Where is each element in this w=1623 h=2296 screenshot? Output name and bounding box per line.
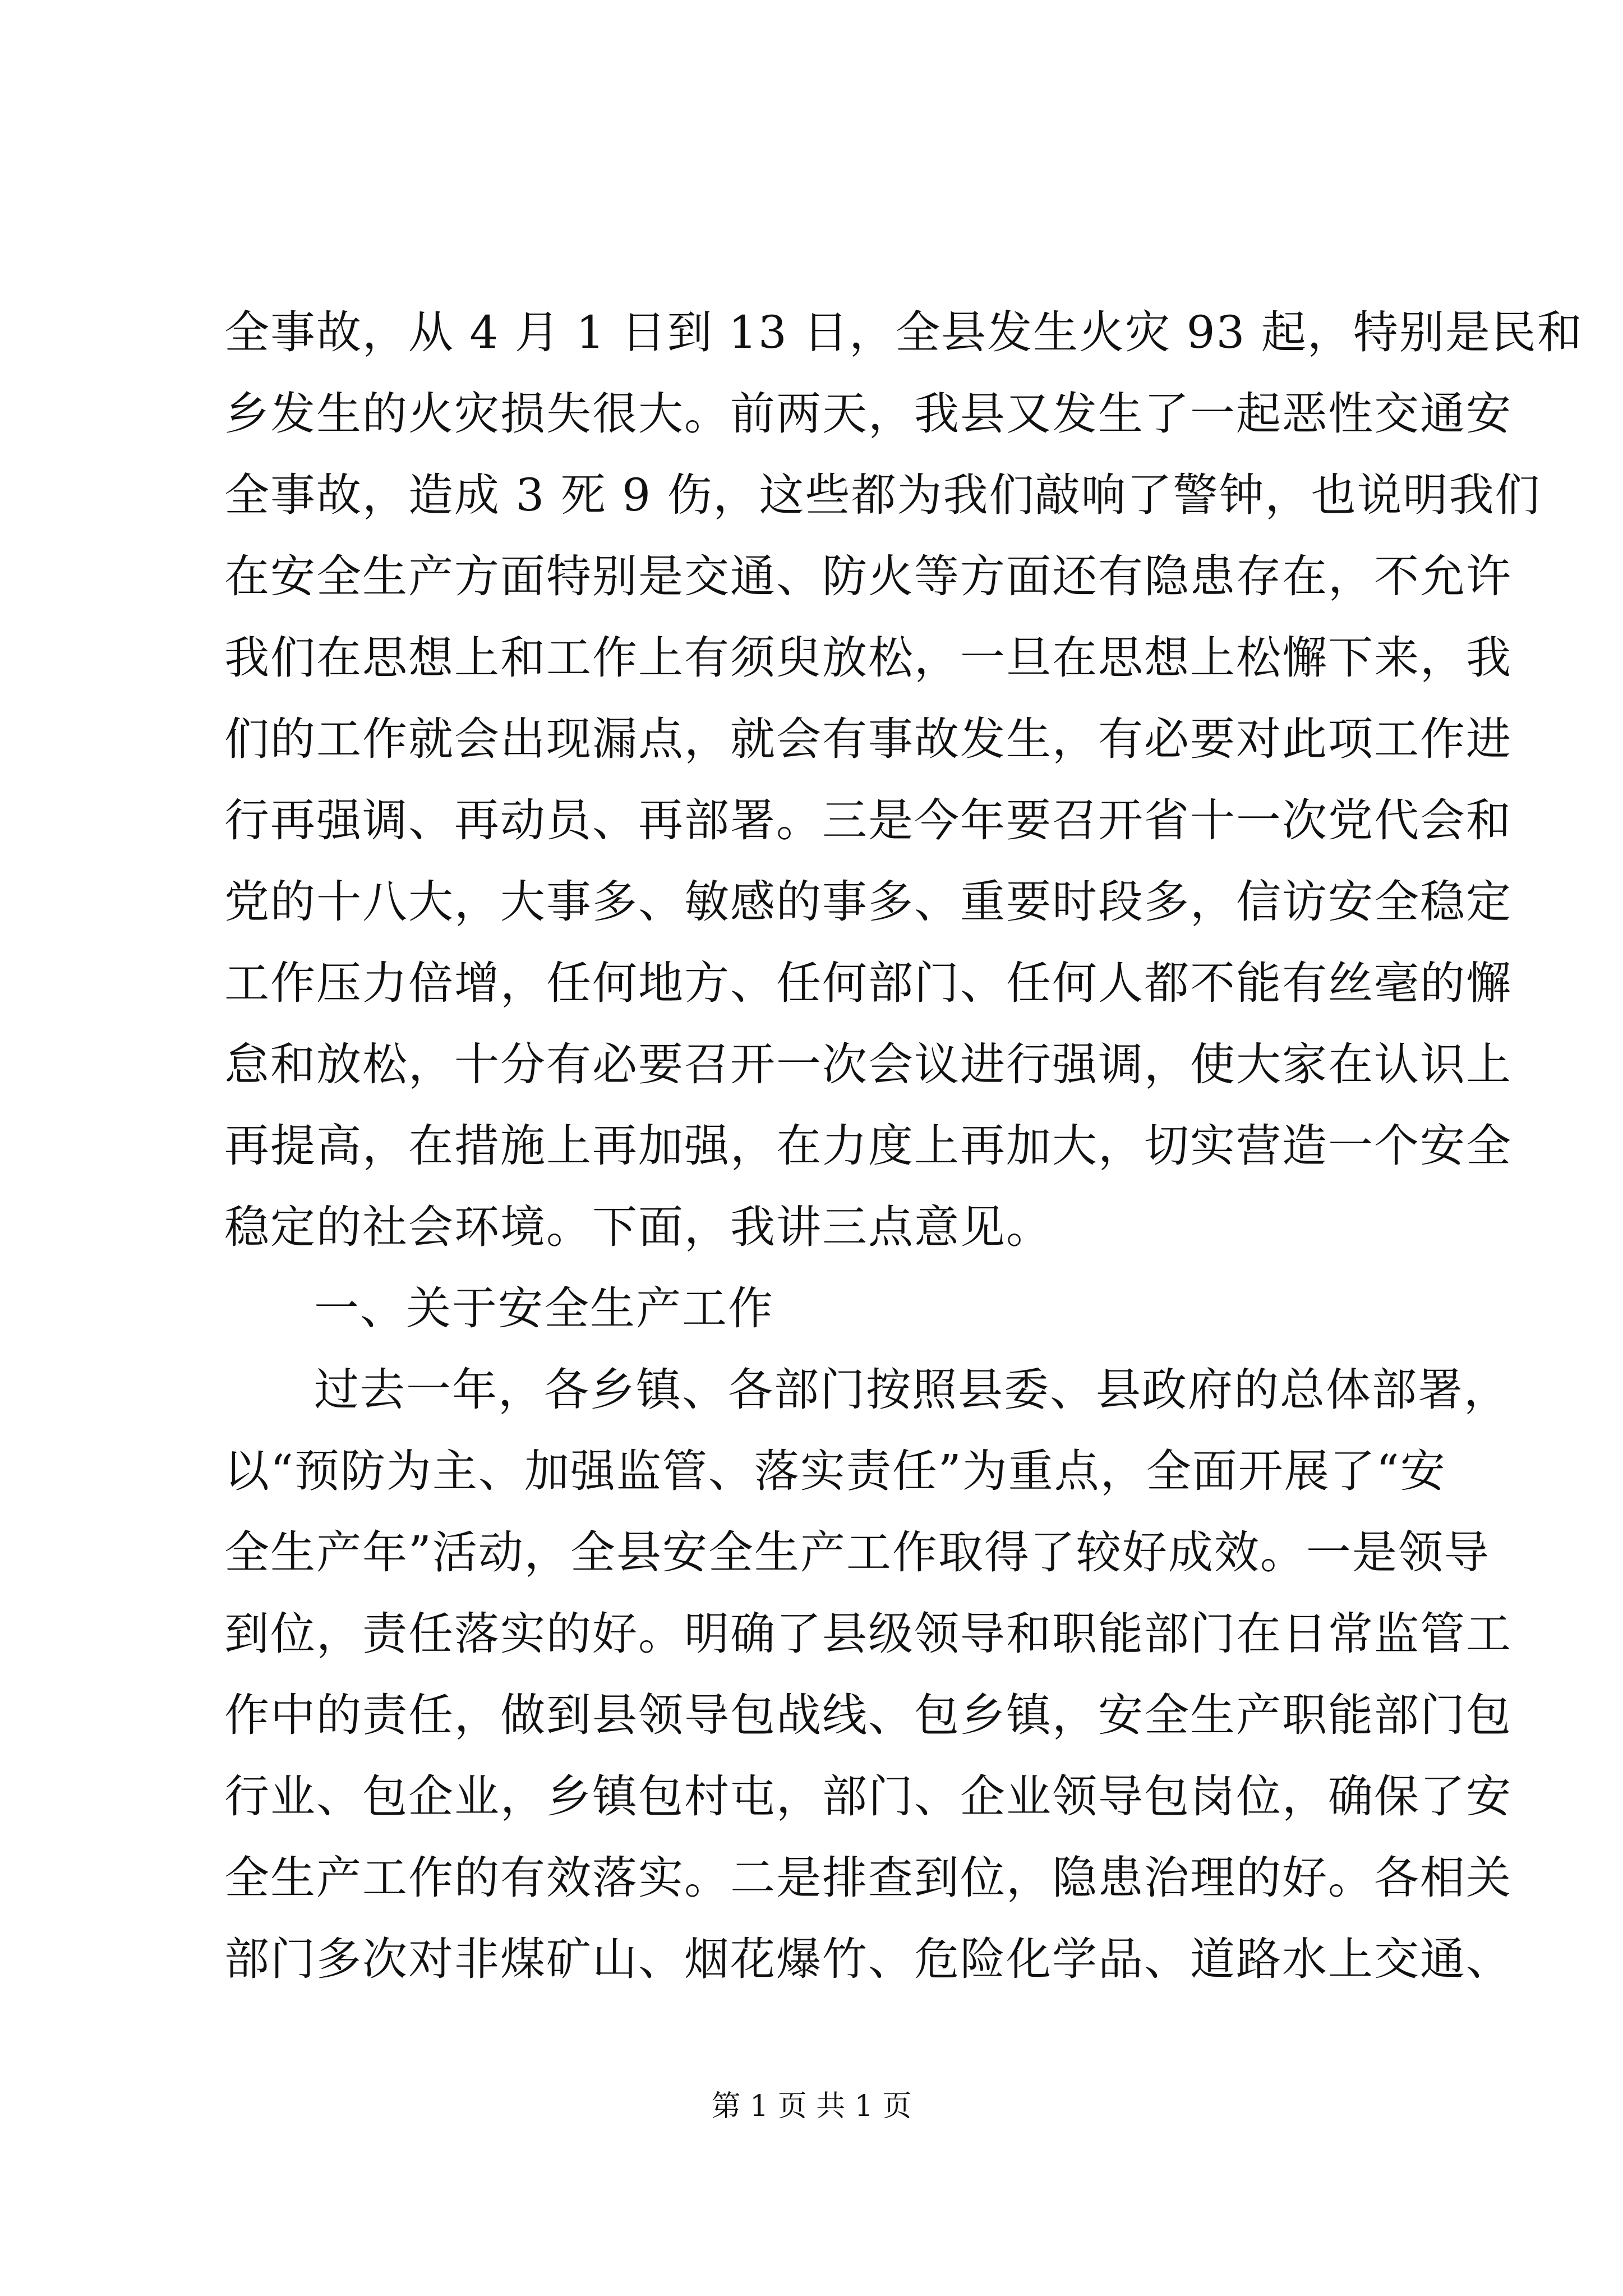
text-line: 全生产年”活动，全县安全生产工作取得了较好成效。一是领导 bbox=[224, 1526, 1490, 1579]
text-line: 稳定的社会环境。下面，我讲三点意见。 bbox=[224, 1201, 1052, 1253]
page-footer: 第 1 页 共 1 页 bbox=[711, 2090, 912, 2123]
text-line: 部门多次对非煤矿山、烟花爆竹、危险化学品、道路水上交通、 bbox=[224, 1933, 1512, 1985]
text-line: 过去一年，各乡镇、各部门按照县委、县政府的总体部署， bbox=[314, 1364, 1510, 1416]
text-line: 行再强调、再动员、再部署。三是今年要召开省十一次党代会和 bbox=[224, 794, 1512, 846]
text-line: 以“预防为主、加强监管、落实责任”为重点，全面开展了“安 bbox=[224, 1445, 1446, 1497]
text-line: 我们在思想上和工作上有须臾放松，一旦在思想上松懈下来，我 bbox=[224, 632, 1512, 684]
text-line: 在安全生产方面特别是交通、防火等方面还有隐患存在，不允许 bbox=[224, 550, 1512, 602]
text-line: 工作压力倍增，任何地方、任何部门、任何人都不能有丝毫的懈 bbox=[224, 957, 1512, 1009]
text-line: 全生产工作的有效落实。二是排查到位，隐患治理的好。各相关 bbox=[224, 1852, 1512, 1904]
text-line: 全事故，从 4 月 1 日到 13 日，全县发生火灾 93 起，特别是民和 bbox=[224, 306, 1583, 358]
text-line: 党的十八大，大事多、敏感的事多、重要时段多，信访安全稳定 bbox=[224, 876, 1512, 928]
text-line: 作中的责任，做到县领导包战线、包乡镇，安全生产职能部门包 bbox=[224, 1689, 1512, 1741]
text-line: 怠和放松，十分有必要召开一次会议进行强调，使大家在认识上 bbox=[224, 1038, 1512, 1091]
text-line: 再提高，在措施上再加强，在力度上再加大，切实营造一个安全 bbox=[224, 1120, 1512, 1172]
text-line: 乡发生的火灾损失很大。前两天，我县又发生了一起恶性交通安 bbox=[224, 388, 1512, 440]
text-line: 全事故，造成 3 死 9 伤，这些都为我们敲响了警钟，也说明我们 bbox=[224, 469, 1541, 521]
text-line: 们的工作就会出现漏点，就会有事故发生，有必要对此项工作进 bbox=[224, 713, 1512, 765]
body-text bbox=[224, 292, 1583, 2000]
section-heading: 一、关于安全生产工作 bbox=[314, 1282, 774, 1335]
text-line: 到位，责任落实的好。明确了县级领导和职能部门在日常监管工 bbox=[224, 1608, 1512, 1660]
text-line: 行业、包企业，乡镇包村屯，部门、企业领导包岗位，确保了安 bbox=[224, 1770, 1512, 1823]
